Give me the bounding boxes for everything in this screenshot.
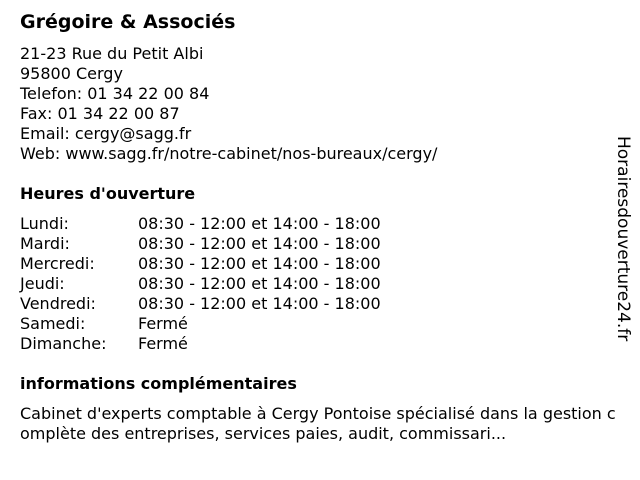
day-label: Mercredi: xyxy=(20,254,95,273)
hours-row-friday xyxy=(20,294,381,314)
hours-row-sunday xyxy=(20,334,381,354)
day-label: Lundi: xyxy=(20,214,69,233)
business-name: Grégoire & Associés xyxy=(20,11,236,33)
phone-number[interactable]: Telefon: 01 34 22 00 84 xyxy=(20,84,210,103)
fax-number: Fax: 01 34 22 00 87 xyxy=(20,104,180,123)
email-address[interactable]: Email: cergy@sagg.fr xyxy=(20,124,192,143)
opening-hours-table xyxy=(20,214,381,354)
time-value: 08:30 - 12:00 et 14:00 - 18:00 xyxy=(138,294,381,313)
time-value: 08:30 - 12:00 et 14:00 - 18:00 xyxy=(138,234,381,253)
hours-row-thursday xyxy=(20,274,381,294)
time-value: 08:30 - 12:00 et 14:00 - 18:00 xyxy=(138,254,381,273)
time-value: 08:30 - 12:00 et 14:00 - 18:00 xyxy=(138,274,381,293)
source-watermark: Horairesdouverture24.fr xyxy=(613,136,633,342)
day-label: Vendredi: xyxy=(20,294,96,313)
time-value: Fermé xyxy=(138,334,188,353)
hours-row-wednesday xyxy=(20,254,381,274)
day-label: Jeudi: xyxy=(20,274,65,293)
day-label: Dimanche: xyxy=(20,334,107,353)
website-link[interactable]: Web: www.sagg.fr/notre-cabinet/nos-bureaux/cergy/ xyxy=(20,144,438,163)
day-label: Mardi: xyxy=(20,234,70,253)
time-value: 08:30 - 12:00 et 14:00 - 18:00 xyxy=(138,214,381,233)
opening-hours-heading: Heures d'ouverture xyxy=(20,184,196,203)
address-city: 95800 Cergy xyxy=(20,64,123,83)
contact-block xyxy=(20,44,437,164)
hours-row-monday xyxy=(20,214,381,234)
business-description: Cabinet d'experts comptable à Cergy Pontoise spécialisé dans la gestion complète des entreprises, services paies, audit, commissari... xyxy=(20,404,616,443)
additional-info-heading: informations complémentaires xyxy=(20,374,297,393)
hours-row-saturday xyxy=(20,314,381,334)
time-value: Fermé xyxy=(138,314,188,333)
day-label: Samedi: xyxy=(20,314,86,333)
address-street: 21-23 Rue du Petit Albi xyxy=(20,44,204,63)
hours-row-tuesday xyxy=(20,234,381,254)
